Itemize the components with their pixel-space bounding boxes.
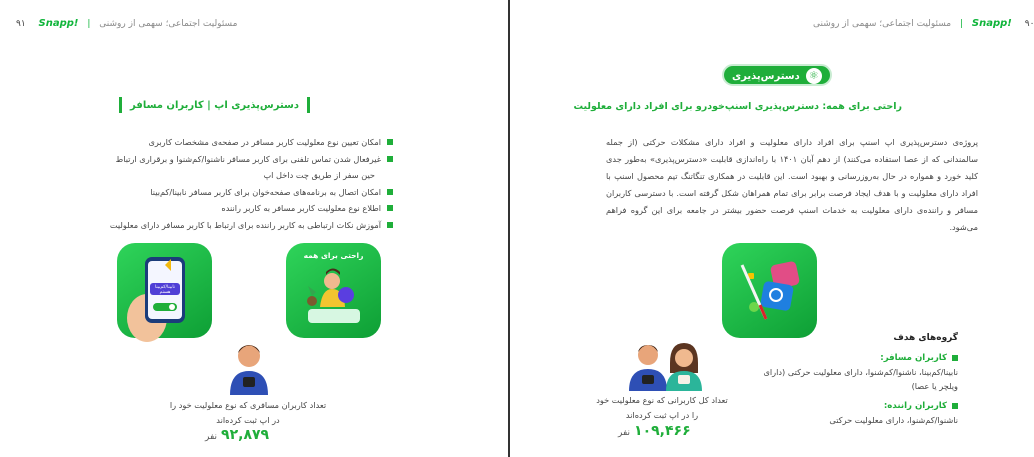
list-item-continuation: حین سفر از طریق چت داخل اپ [263, 170, 375, 180]
count-unit: نفر [618, 428, 631, 438]
count-value: ۹۲,۸۷۹ [221, 427, 270, 443]
title-bar-left [119, 97, 122, 113]
male-user-avatar [226, 339, 272, 395]
section-title-text: دسترس‌پذیری اپ | کاربران مسافر [130, 100, 299, 111]
running-title: مسئولیت اجتماعی؛ سهمی از روشنی [813, 19, 952, 29]
list-item: غیرفعال شدن تماس تلفنی برای کاربر مسافر ناشنوا/کم‌شنوا و برقراری ارتباط [110, 151, 393, 168]
snapp-logo: Snapp! [38, 18, 79, 29]
pill-label: دسترس‌پذیری [732, 71, 800, 82]
feature-list [110, 134, 393, 233]
accessibility-icon: ⚛ [806, 68, 822, 84]
header-separator: | [959, 19, 964, 29]
section-subheading: راحتی برای همه: دسترس‌پذیری اسنپ‌خودرو برای افراد دارای معلولیت [573, 101, 902, 112]
page-header [16, 18, 237, 29]
intro-paragraph: پروژه‌ی دسترس‌پذیری اپ اسنپ برای افراد دارای معلولیت و افراد دارای مشکلات حرکتی (از جمله سالمندانی که از عصا استفاده می‌کنند) از دهم آبان ۱۴۰۱ با راه‌اندازی قابلیت «دسترس‌پذیری» به‌طور جدی کلید خورد و همواره در حال به‌روزرسانی و بهبود است. این قابلیت در همکاری تنگاتنگ تیم محصول اسنپ با افراد دارای معلولیت و با هدف ایجاد فرصت برابر برای تمام همراهان شکل گرفته است. با دسترسی کاربران مسافر و راننده‌ی دارای معلولیت به خدمات اسنپ فرصت حضور بیشتر در جامعه برای این گروه فراهم می‌شود. [606, 137, 978, 232]
female-user-avatar [662, 339, 706, 391]
phone-screen-text: نابینا/کم‌بینا هستم [155, 285, 175, 295]
accessibility-pill [722, 64, 832, 86]
illustration-title: راحتی برای همه [303, 251, 364, 260]
registered-passengers-count [205, 427, 269, 443]
count-unit: نفر [205, 432, 218, 442]
page-header [813, 18, 1034, 29]
list-item: امکان اتصال به برنامه‌های صفحه‌خوان برای کاربر مسافر نابینا/کم‌بینا [110, 184, 393, 201]
comfort-for-all-illustration [286, 243, 381, 338]
page-number: ۹۰ [1024, 19, 1034, 29]
section-title [111, 97, 318, 113]
accessibility-symbols-icon [722, 243, 817, 338]
title-bar-right [307, 97, 310, 113]
list-item: امکان تعیین نوع معلولیت کاربر مسافر در صفحه‌ی مشخصات کاربری [110, 134, 393, 151]
snapp-logo: Snapp! [971, 18, 1012, 29]
group-text-drivers: ناشنوا/کم‌شنوا، دارای معلولیت حرکتی [829, 415, 958, 425]
registered-users-caption: تعداد کل کاربرانی که نوع معلولیت خود را در اپ ثبت کرده‌اند [596, 395, 728, 420]
list-item: آموزش نکات ارتباطی به کاربر راننده برای ارتباط با کاربر مسافر دارای معلولیت [110, 217, 393, 234]
header-separator: | [87, 19, 91, 29]
registered-users-count [618, 423, 691, 439]
count-value: ۱۰۹,۴۶۶ [634, 423, 691, 439]
registered-passengers-caption: تعداد کاربران مسافری که نوع معلولیت خود را در اپ ثبت کرده‌اند [169, 400, 327, 425]
left-page [0, 0, 508, 457]
page-number: ۹۱ [16, 19, 26, 29]
accessibility-illustration [722, 243, 817, 338]
list-item: اطلاع نوع معلولیت کاربر مسافر به کاربر راننده [110, 200, 393, 217]
phone-app-illustration [117, 243, 212, 338]
group-label-passengers: کاربران مسافر: [758, 353, 958, 363]
right-page [510, 0, 1034, 457]
running-title: مسئولیت اجتماعی؛ سهمی از روشنی [99, 19, 238, 29]
group-label-drivers: کاربران راننده: [758, 401, 958, 411]
group-text-passengers: نابینا/کم‌بینا، ناشنوا/کم‌شنوا، دارای معلولیت حرکتی (دارای ویلچر یا عصا) [763, 367, 958, 391]
target-groups [758, 333, 958, 435]
target-groups-heading: گروه‌های هدف [893, 333, 958, 343]
